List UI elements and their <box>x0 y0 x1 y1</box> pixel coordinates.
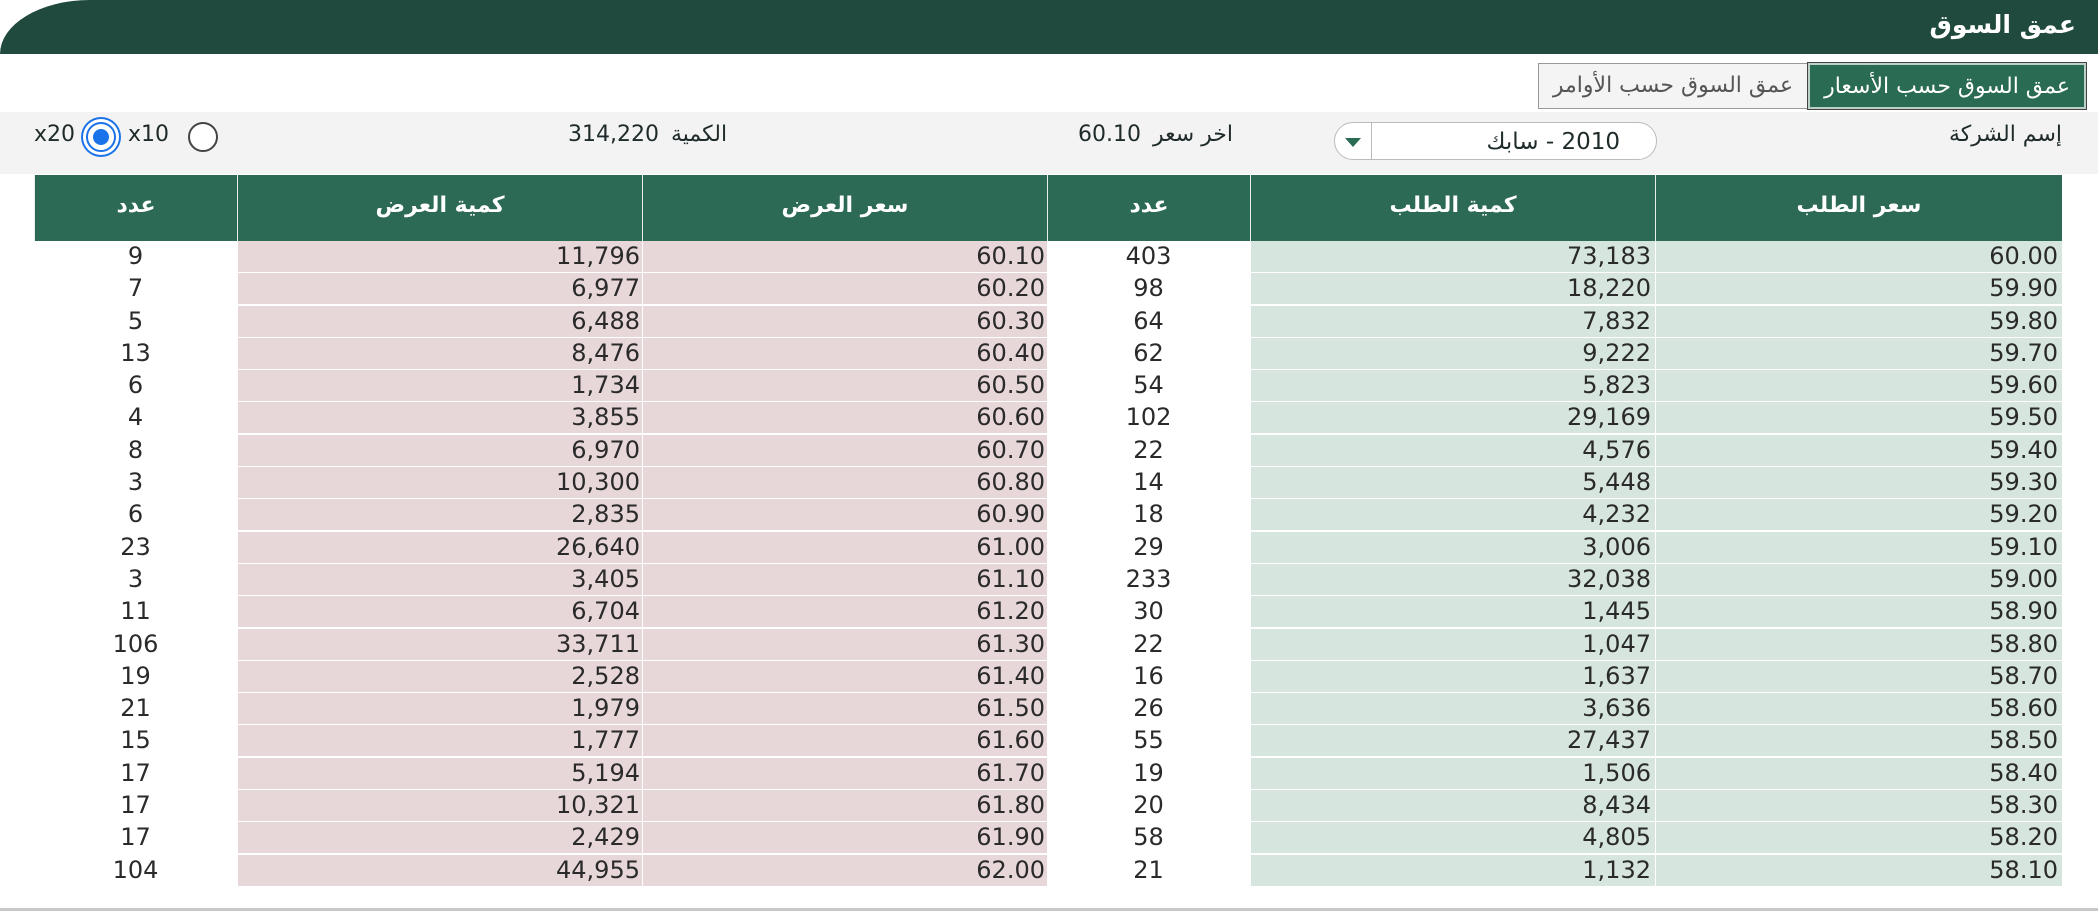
tab-depth-by-orders[interactable]: عمق السوق حسب الأوامر <box>1538 63 1808 109</box>
cell-buy-price: 59.70 <box>1656 338 2062 369</box>
cell-buy-count: 19 <box>1133 758 1164 787</box>
cell-sell-qty: 3,405 <box>238 564 642 595</box>
cell-sell-price: 61.80 <box>643 790 1047 821</box>
zoom-label-x20: x20 <box>34 122 76 147</box>
cell-sell-qty: 3,855 <box>238 402 642 433</box>
cell-sell-count: 23 <box>120 532 151 561</box>
cell-buy-price: 58.70 <box>1656 661 2062 692</box>
table-row <box>34 273 2062 305</box>
cell-sell-price: 60.60 <box>643 402 1047 433</box>
cell-buy-qty: 4,805 <box>1251 822 1655 853</box>
cell-buy-price: 58.40 <box>1656 758 2062 789</box>
cell-buy-price: 58.30 <box>1656 790 2062 821</box>
cell-sell-qty: 44,955 <box>238 855 642 886</box>
cell-sell-qty: 10,300 <box>238 467 642 498</box>
cell-sell-price: 60.40 <box>643 338 1047 369</box>
cell-sell-price: 60.30 <box>643 306 1047 337</box>
cell-sell-price: 61.70 <box>643 758 1047 789</box>
header-buy-count: عدد <box>1047 175 1250 241</box>
cell-buy-price: 59.80 <box>1656 306 2062 337</box>
cell-buy-qty: 5,448 <box>1251 467 1655 498</box>
cell-buy-qty: 27,437 <box>1251 725 1655 756</box>
table-row <box>34 661 2062 693</box>
cell-buy-count: 21 <box>1133 855 1164 884</box>
cell-sell-count: 9 <box>127 242 144 270</box>
cell-sell-count: 7 <box>127 274 144 303</box>
cell-sell-qty: 5,194 <box>238 758 642 789</box>
cell-sell-qty: 2,528 <box>238 661 642 692</box>
cell-buy-price: 58.60 <box>1656 693 2062 724</box>
cell-sell-count: 17 <box>120 758 151 787</box>
company-select[interactable] <box>1334 122 1657 160</box>
cell-buy-qty: 4,576 <box>1251 435 1655 466</box>
table-row <box>34 467 2062 499</box>
zoom-label-x10: x10 <box>128 122 170 147</box>
cell-buy-count: 18 <box>1133 500 1164 529</box>
header-buy-price: سعر الطلب <box>1655 175 2062 241</box>
cell-sell-qty: 26,640 <box>238 532 642 563</box>
cell-buy-qty: 1,637 <box>1251 661 1655 692</box>
table-row <box>34 241 2062 273</box>
cell-sell-qty: 2,835 <box>238 499 642 530</box>
cell-buy-qty: 4,232 <box>1251 499 1655 530</box>
cell-buy-qty: 3,006 <box>1251 532 1655 563</box>
cell-sell-count: 5 <box>127 306 144 335</box>
cell-buy-count: 55 <box>1133 726 1164 755</box>
zoom-radio-x20[interactable] <box>86 122 116 152</box>
cell-buy-price: 59.40 <box>1656 435 2062 466</box>
cell-buy-count: 403 <box>1125 242 1172 270</box>
cell-sell-price: 61.90 <box>643 822 1047 853</box>
cell-buy-count: 22 <box>1133 629 1164 658</box>
chevron-down-icon <box>1345 138 1361 147</box>
cell-buy-qty: 73,183 <box>1251 241 1655 272</box>
cell-sell-price: 61.20 <box>643 596 1047 627</box>
cell-buy-price: 58.20 <box>1656 822 2062 853</box>
cell-buy-qty: 32,038 <box>1251 564 1655 595</box>
cell-buy-qty: 9,222 <box>1251 338 1655 369</box>
window-title: عمق السوق <box>1929 10 2076 39</box>
cell-buy-price: 58.10 <box>1656 855 2062 886</box>
cell-buy-price: 59.10 <box>1656 532 2062 563</box>
zoom-radio-x10[interactable] <box>188 122 218 152</box>
cell-sell-count: 15 <box>120 726 151 755</box>
market-depth-table <box>34 175 2062 887</box>
table-row <box>34 822 2062 854</box>
table-row <box>34 758 2062 790</box>
cell-sell-price: 60.80 <box>643 467 1047 498</box>
cell-sell-count: 8 <box>127 435 144 464</box>
cell-buy-count: 64 <box>1133 306 1164 335</box>
last-price-value: 60.10 <box>1078 122 1141 147</box>
cell-buy-qty: 7,832 <box>1251 306 1655 337</box>
cell-buy-count: 22 <box>1133 435 1164 464</box>
cell-buy-count: 14 <box>1133 468 1164 497</box>
table-row <box>34 499 2062 531</box>
last-price <box>1078 122 1233 147</box>
table-row <box>34 596 2062 628</box>
title-bar <box>0 0 2098 54</box>
cell-sell-price: 60.90 <box>643 499 1047 530</box>
quantity-label: الكمية <box>670 122 728 147</box>
cell-buy-price: 59.60 <box>1656 370 2062 401</box>
cell-sell-count: 3 <box>127 468 144 497</box>
company-label: إسم الشركة <box>1948 122 2062 147</box>
header-buy-qty: كمية الطلب <box>1250 175 1655 241</box>
company-select-value: 2010 - سابك <box>1486 129 1620 155</box>
cell-buy-price: 59.30 <box>1656 467 2062 498</box>
cell-buy-count: 26 <box>1133 694 1164 723</box>
cell-sell-qty: 2,429 <box>238 822 642 853</box>
table-row <box>34 629 2062 661</box>
cell-buy-price: 58.90 <box>1656 596 2062 627</box>
cell-sell-price: 60.20 <box>643 273 1047 304</box>
cell-buy-price: 59.90 <box>1656 273 2062 304</box>
table-row <box>34 306 2062 338</box>
header-sell-price: سعر العرض <box>642 175 1047 241</box>
cell-buy-qty: 29,169 <box>1251 402 1655 433</box>
table-row <box>34 564 2062 596</box>
cell-buy-qty: 1,132 <box>1251 855 1655 886</box>
cell-buy-count: 54 <box>1133 371 1164 400</box>
cell-buy-qty: 1,047 <box>1251 629 1655 660</box>
cell-sell-qty: 10,321 <box>238 790 642 821</box>
header-sell-count: عدد <box>34 175 237 241</box>
table-row <box>34 435 2062 467</box>
table-row <box>34 532 2062 564</box>
cell-sell-count: 6 <box>127 500 144 529</box>
cell-buy-count: 20 <box>1133 791 1164 820</box>
table-header <box>34 175 2062 241</box>
cell-sell-count: 106 <box>112 629 159 658</box>
cell-sell-qty: 6,977 <box>238 273 642 304</box>
cell-sell-count: 3 <box>127 564 144 593</box>
cell-sell-count: 104 <box>112 855 159 884</box>
cell-buy-count: 30 <box>1133 597 1164 626</box>
quantity-value: 314,220 <box>568 122 659 147</box>
cell-buy-qty: 1,445 <box>1251 596 1655 627</box>
tab-depth-by-prices[interactable]: عمق السوق حسب الأسعار <box>1808 63 2086 109</box>
table-row <box>34 693 2062 725</box>
cell-sell-count: 21 <box>120 694 151 723</box>
cell-sell-price: 61.10 <box>643 564 1047 595</box>
cell-buy-qty: 8,434 <box>1251 790 1655 821</box>
tab-bar <box>1538 63 2086 109</box>
table-body <box>34 241 2062 887</box>
cell-sell-price: 61.00 <box>643 532 1047 563</box>
cell-sell-price: 61.50 <box>643 693 1047 724</box>
cell-sell-count: 13 <box>120 338 151 367</box>
table-row <box>34 402 2062 434</box>
cell-sell-price: 62.00 <box>643 855 1047 886</box>
cell-sell-price: 60.10 <box>643 241 1047 272</box>
cell-buy-price: 59.20 <box>1656 499 2062 530</box>
cell-buy-count: 98 <box>1133 274 1164 303</box>
cell-buy-count: 62 <box>1133 338 1164 367</box>
cell-sell-qty: 8,476 <box>238 338 642 369</box>
table-row <box>34 725 2062 757</box>
cell-buy-qty: 1,506 <box>1251 758 1655 789</box>
cell-buy-count: 29 <box>1133 532 1164 561</box>
info-bar <box>0 112 2098 174</box>
cell-buy-price: 59.50 <box>1656 402 2062 433</box>
cell-sell-price: 60.50 <box>643 370 1047 401</box>
table-row <box>34 790 2062 822</box>
cell-sell-qty: 1,979 <box>238 693 642 724</box>
cell-buy-price: 58.50 <box>1656 725 2062 756</box>
cell-sell-count: 4 <box>127 403 144 432</box>
cell-sell-count: 6 <box>127 371 144 400</box>
cell-buy-price: 59.00 <box>1656 564 2062 595</box>
cell-buy-qty: 5,823 <box>1251 370 1655 401</box>
last-price-label: اخر سعر <box>1152 122 1234 147</box>
cell-sell-price: 60.70 <box>643 435 1047 466</box>
dropdown-toggle[interactable] <box>1335 123 1372 159</box>
quantity <box>568 122 727 147</box>
cell-buy-qty: 3,636 <box>1251 693 1655 724</box>
cell-sell-qty: 6,970 <box>238 435 642 466</box>
cell-sell-qty: 6,704 <box>238 596 642 627</box>
cell-sell-qty: 1,734 <box>238 370 642 401</box>
cell-buy-count: 102 <box>1125 403 1172 432</box>
cell-sell-count: 19 <box>120 661 151 690</box>
cell-sell-count: 11 <box>120 597 151 626</box>
cell-sell-count: 17 <box>120 791 151 820</box>
cell-sell-price: 61.60 <box>643 725 1047 756</box>
cell-sell-qty: 11,796 <box>238 241 642 272</box>
cell-sell-price: 61.30 <box>643 629 1047 660</box>
cell-buy-count: 58 <box>1133 823 1164 852</box>
cell-sell-qty: 6,488 <box>238 306 642 337</box>
cell-sell-count: 17 <box>120 823 151 852</box>
cell-buy-qty: 18,220 <box>1251 273 1655 304</box>
cell-buy-price: 60.00 <box>1656 241 2062 272</box>
cell-buy-price: 58.80 <box>1656 629 2062 660</box>
cell-sell-price: 61.40 <box>643 661 1047 692</box>
table-row <box>34 338 2062 370</box>
cell-buy-count: 233 <box>1125 564 1172 593</box>
cell-sell-qty: 1,777 <box>238 725 642 756</box>
cell-buy-count: 16 <box>1133 661 1164 690</box>
header-sell-qty: كمية العرض <box>237 175 642 241</box>
table-row <box>34 370 2062 402</box>
cell-sell-qty: 33,711 <box>238 629 642 660</box>
table-row <box>34 855 2062 887</box>
